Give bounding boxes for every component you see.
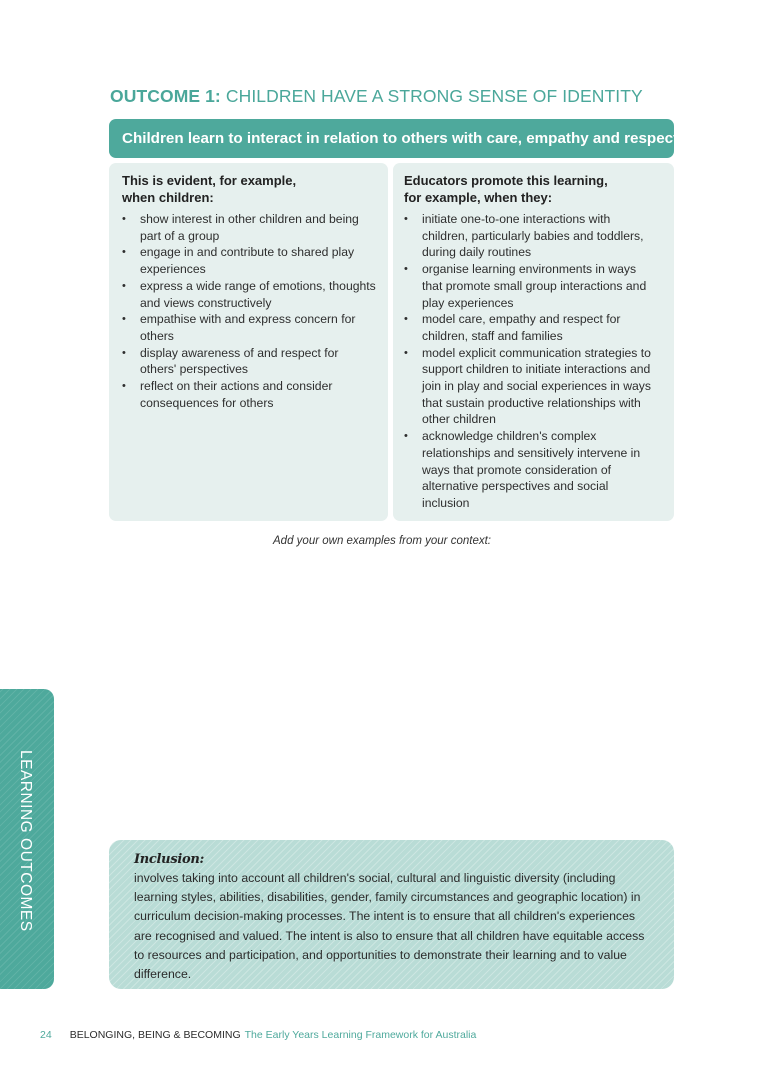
children-evidence-list — [122, 211, 376, 411]
page-number: 24 — [40, 1029, 52, 1041]
page-footer — [40, 1029, 476, 1041]
children-evidence-panel — [109, 163, 388, 521]
banner-text: Children learn to interact in relation to others with care, empathy and respect — [122, 130, 679, 147]
heading-line-2: for example, when they: — [404, 190, 553, 205]
list-item: • display awareness of and respect for others' perspectives — [122, 345, 376, 378]
inclusion-title: Inclusion: — [134, 852, 205, 867]
list-item: • engage in and contribute to shared play experiences — [122, 244, 376, 277]
heading-line-1: Educators promote this learning, — [404, 173, 608, 188]
learning-banner — [109, 119, 679, 158]
outcome-name: CHILDREN HAVE A STRONG SENSE OF IDENTITY — [220, 86, 643, 106]
outcome-title — [110, 86, 643, 107]
educators-promote-panel — [393, 163, 674, 521]
footer-title-sub: The Early Years Learning Framework for Australia — [244, 1029, 477, 1041]
inclusion-text: involves taking into account all children's social, cultural and linguistic diversity (including learning styles, abilities, disabilities, gender, family circumstances and geographic location) in curriculum decision-making processes. The intent is to ensure that all children's experiences are recognised and valued. The intent is also to ensure that all children have equitable access to resources and participation, and opportunities to demonstrate their learning and to value difference. — [134, 871, 645, 982]
educators-promote-heading — [404, 172, 662, 206]
list-item: • model care, empathy and respect for children, staff and families — [404, 311, 662, 344]
outcome-label: OUTCOME 1: — [110, 86, 221, 106]
list-item: • empathise with and express concern for others — [122, 311, 376, 344]
list-item: • acknowledge children's complex relationships and sensitively intervene in ways that promote consideration of alternative perspectives and social inclusion — [404, 428, 662, 512]
add-own-examples-prompt: Add your own examples from your context: — [273, 535, 491, 547]
list-item: • show interest in other children and being part of a group — [122, 211, 376, 244]
list-item: • organise learning environments in ways that promote small group interactions and play experiences — [404, 261, 662, 311]
heading-line-1: This is evident, for example, — [122, 173, 297, 188]
list-item: • initiate one-to-one interactions with children, particularly babies and toddlers, during daily routines — [404, 211, 662, 261]
list-item: • reflect on their actions and consider consequences for others — [122, 378, 376, 411]
section-side-tab-label: LEARNING OUTCOMES — [17, 750, 34, 932]
inclusion-callout — [109, 840, 674, 989]
list-item: • express a wide range of emotions, thoughts and views constructively — [122, 278, 376, 311]
heading-line-2: when children: — [122, 190, 214, 205]
footer-title-main: BELONGING, BEING & BECOMING — [69, 1029, 241, 1041]
list-item: • model explicit communication strategies to support children to initiate interactions and join in play and social experiences in ways that sustain productive relationships with other children — [404, 345, 662, 429]
educators-promote-list — [404, 211, 662, 512]
children-evidence-heading — [122, 172, 376, 206]
